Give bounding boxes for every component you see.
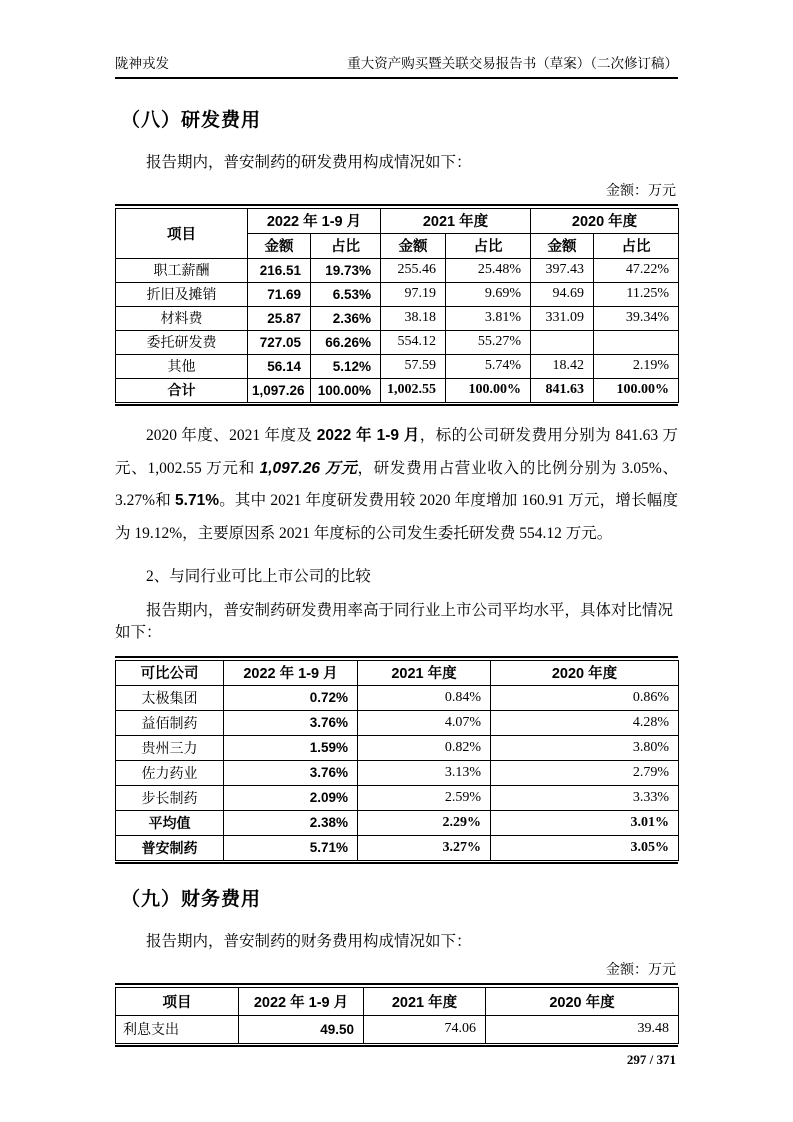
text-segment: ，研发费用占营业收入的比例分别为 3.05%、3.27%和 (115, 459, 678, 509)
col-header-2021: 2021 年度 (381, 208, 531, 233)
section-heading-finance-expense: （九）财务费用 (121, 889, 262, 910)
text-segment: 5.71% (175, 492, 219, 509)
cell-value: 2.09% (224, 785, 358, 810)
row-label: 贵州三力 (116, 735, 224, 760)
cell-value: 5.12% (311, 354, 381, 378)
cell-value: 97.19 (381, 282, 446, 306)
table-row (116, 710, 679, 735)
subheader-amount: 金额 (531, 233, 594, 258)
col-header-2022: 2022 年 1-9 月 (248, 208, 381, 233)
col-header-2022: 2022 年 1-9 月 (239, 987, 364, 1015)
cell-value: 2.59% (358, 785, 491, 810)
cell-value: 18.42 (531, 354, 594, 378)
cell-value: 39.34% (594, 306, 679, 330)
text-segment: 1,097.26 万元 (259, 459, 358, 477)
cell-value: 1,097.26 (248, 378, 311, 402)
text-segment: 。其中 2021 年度研发费用较 2020 年度增加 160.91 万元，增长幅度为 19.12%，主要原因系 2021 年度标的公司发生委托研发费 554.12 万元。 (115, 492, 678, 542)
row-label: 太极集团 (116, 685, 224, 710)
cell-value: 39.48 (486, 1015, 679, 1043)
cell-value: 38.18 (381, 306, 446, 330)
cell-value: 397.43 (531, 258, 594, 282)
cell-value: 3.81% (446, 306, 531, 330)
col-header-2021: 2021 年度 (364, 987, 486, 1015)
subheading-peer-comparison: 2、与同行业可比上市公司的比较 (146, 568, 371, 585)
table-row (116, 735, 679, 760)
cell-value (531, 330, 594, 354)
cell-value: 100.00% (594, 378, 679, 402)
cell-value: 3.13% (358, 760, 491, 785)
row-label: 职工薪酬 (116, 258, 248, 282)
table-header-row (116, 208, 679, 233)
cell-value: 0.84% (358, 685, 491, 710)
cell-value: 2.36% (311, 306, 381, 330)
row-label: 利息支出 (116, 1015, 239, 1043)
cell-value: 9.69% (446, 282, 531, 306)
col-header-2020: 2020 年度 (531, 208, 679, 233)
col-header-2020: 2020 年度 (486, 987, 679, 1015)
cell-value: 5.74% (446, 354, 531, 378)
table-row (116, 258, 679, 282)
cell-value: 3.05% (491, 835, 679, 860)
cell-value: 1,002.55 (381, 378, 446, 402)
col-header-2022: 2022 年 1-9 月 (224, 660, 358, 685)
table-row (116, 282, 679, 306)
running-header (115, 52, 678, 79)
cell-value: 11.25% (594, 282, 679, 306)
cell-value: 1.59% (224, 735, 358, 760)
finance-expense-table-wrap (115, 983, 678, 1047)
section-heading-rd-expense: （八）研发费用 (121, 110, 262, 131)
cell-value: 100.00% (311, 378, 381, 402)
rd-expense-table (115, 208, 679, 403)
peer-comparison-table (115, 660, 679, 861)
subheader-amount: 金额 (381, 233, 446, 258)
peer-comparison-table-wrap (115, 656, 678, 864)
subheader-ratio: 占比 (311, 233, 381, 258)
table-header-row (116, 660, 679, 685)
cell-value: 841.63 (531, 378, 594, 402)
header-doc-title: 重大资产购买暨关联交易报告书（草案）（二次修订稿） (347, 56, 678, 71)
cell-value: 3.76% (224, 760, 358, 785)
rd-intro-paragraph: 报告期内，普安制药的研发费用构成情况如下： (146, 154, 472, 171)
table-row (116, 306, 679, 330)
peer-comparison-intro: 报告期内，普安制药研发费用率高于同行业上市公司平均水平，具体对比情况如下： (115, 602, 674, 641)
row-label: 益佰制药 (116, 710, 224, 735)
cell-value: 6.53% (311, 282, 381, 306)
subheader-amount: 金额 (248, 233, 311, 258)
cell-value: 4.28% (491, 710, 679, 735)
subheader-ratio: 占比 (594, 233, 679, 258)
cell-value: 0.72% (224, 685, 358, 710)
page-number: 297 / 371 (626, 1052, 676, 1067)
unit-label: 金额：万元 (606, 963, 676, 978)
cell-value: 47.22% (594, 258, 679, 282)
unit-label: 金额：万元 (606, 184, 676, 199)
cell-value: 0.82% (358, 735, 491, 760)
cell-value: 2.79% (491, 760, 679, 785)
cell-value: 74.06 (364, 1015, 486, 1043)
cell-value: 49.50 (239, 1015, 364, 1043)
cell-value: 94.69 (531, 282, 594, 306)
row-label: 材料费 (116, 306, 248, 330)
table-row (116, 685, 679, 710)
cell-value: 2.38% (224, 810, 358, 835)
table-row (116, 810, 679, 835)
row-label: 普安制药 (116, 835, 224, 860)
row-label: 步长制药 (116, 785, 224, 810)
cell-value: 554.12 (381, 330, 446, 354)
cell-value: 2.29% (358, 810, 491, 835)
rd-expense-table-wrap (115, 204, 678, 406)
cell-value: 2.19% (594, 354, 679, 378)
text-segment: 2022 年 1-9 月 (316, 427, 420, 444)
row-label: 委托研发费 (116, 330, 248, 354)
cell-value: 3.01% (491, 810, 679, 835)
cell-value: 3.33% (491, 785, 679, 810)
cell-value: 5.71% (224, 835, 358, 860)
table-header-row (116, 987, 679, 1015)
cell-value: 25.48% (446, 258, 531, 282)
col-header-item: 项目 (116, 987, 239, 1015)
finance-intro-paragraph: 报告期内，普安制药的财务费用构成情况如下： (146, 933, 472, 950)
cell-value: 55.27% (446, 330, 531, 354)
subheader-ratio: 占比 (446, 233, 531, 258)
cell-value: 3.80% (491, 735, 679, 760)
text-segment: ，标的公司研发费用分别为 841.63 万元、1,002.55 万元和 (115, 427, 678, 477)
cell-value: 727.05 (248, 330, 311, 354)
cell-value: 71.69 (248, 282, 311, 306)
table-row (116, 785, 679, 810)
table-row (116, 1015, 679, 1043)
col-header-2021: 2021 年度 (358, 660, 491, 685)
header-company-short: 陇神戎发 (115, 56, 169, 71)
cell-value: 100.00% (446, 378, 531, 402)
table-row (116, 760, 679, 785)
col-header-2020: 2020 年度 (491, 660, 679, 685)
row-label: 折旧及摊销 (116, 282, 248, 306)
cell-value: 19.73% (311, 258, 381, 282)
row-label: 佐力药业 (116, 760, 224, 785)
col-header-company: 可比公司 (116, 660, 224, 685)
col-header-item: 项目 (116, 208, 248, 258)
row-label: 其他 (116, 354, 248, 378)
table-row (116, 835, 679, 860)
row-label: 平均值 (116, 810, 224, 835)
text-segment: 2020 年度、2021 年度及 (146, 427, 317, 444)
cell-value (594, 330, 679, 354)
row-label: 合计 (116, 378, 248, 402)
cell-value: 216.51 (248, 258, 311, 282)
cell-value: 3.27% (358, 835, 491, 860)
cell-value: 25.87 (248, 306, 311, 330)
cell-value: 331.09 (531, 306, 594, 330)
table-row (116, 330, 679, 354)
cell-value: 4.07% (358, 710, 491, 735)
cell-value: 3.76% (224, 710, 358, 735)
rd-analysis-paragraph (115, 420, 678, 550)
finance-expense-table (115, 987, 679, 1044)
cell-value: 56.14 (248, 354, 311, 378)
table-row (116, 378, 679, 402)
table-row (116, 354, 679, 378)
cell-value: 255.46 (381, 258, 446, 282)
cell-value: 66.26% (311, 330, 381, 354)
cell-value: 57.59 (381, 354, 446, 378)
cell-value: 0.86% (491, 685, 679, 710)
